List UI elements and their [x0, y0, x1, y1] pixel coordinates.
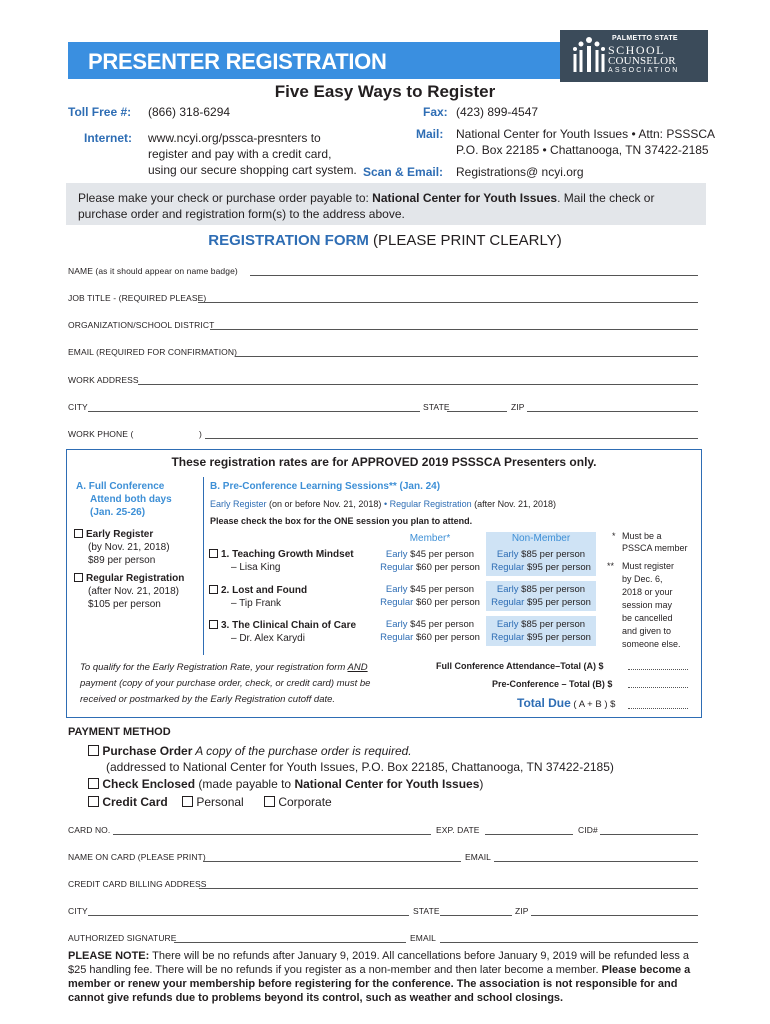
full-conference-dates: (Jan. 25-26)	[90, 507, 146, 518]
session-1-member-price: Early $45 per person Regular $60 per person	[380, 549, 480, 573]
scan-label: Scan & Email:	[363, 165, 444, 179]
city-label: CITY	[68, 402, 88, 412]
session-3-presenter: – Dr. Alex Karydi	[231, 633, 305, 644]
internet-line-2: register and pay with a credit card,	[148, 147, 332, 161]
internet-label: Internet:	[84, 131, 132, 145]
organization-label: ORGANIZATION/SCHOOL DISTRICT	[68, 320, 215, 330]
corporate-checkbox[interactable]	[264, 796, 275, 807]
logo-line-3: COUNSELOR	[608, 55, 676, 67]
total-a-field[interactable]	[628, 669, 688, 670]
work-address-label: WORK ADDRESS	[68, 375, 139, 385]
session-note-line-1: Must register	[622, 561, 675, 571]
signature-field[interactable]	[174, 942, 406, 943]
mail-label: Mail:	[416, 127, 444, 141]
session-1-presenter: – Lisa King	[231, 562, 281, 573]
rates-divider	[203, 477, 204, 655]
page-title: PRESENTER REGISTRATION	[88, 49, 387, 74]
logo-line-2: SCHOOL	[608, 43, 666, 57]
cid-field[interactable]	[600, 834, 698, 835]
session-3-member-price: Early $45 per person Regular $60 per person	[380, 619, 480, 643]
session-2-option[interactable]: 2. Lost and Found	[209, 584, 307, 597]
billing-zip-field[interactable]	[531, 915, 698, 916]
work-address-field[interactable]	[138, 384, 698, 385]
nonmember-column-header: Non-Member	[486, 532, 596, 546]
registration-form-title: REGISTRATION FORM (PLEASE PRINT CLEARLY)	[208, 232, 562, 249]
total-due-field[interactable]	[628, 708, 688, 709]
billing-address-label: CREDIT CARD BILLING ADDRESS	[68, 879, 207, 889]
job-title-label: JOB TITLE - (REQUIRED PLEASE)	[68, 293, 207, 303]
personal-checkbox[interactable]	[182, 796, 193, 807]
logo-mark-icon	[572, 34, 606, 78]
signature-email-label: EMAIL	[410, 933, 437, 943]
session-1-checkbox[interactable]	[209, 549, 218, 558]
email-field[interactable]	[235, 356, 698, 357]
mail-line-1: National Center for Youth Issues • Attn: PSSSCA	[456, 127, 716, 141]
session-note-line-4: session may	[622, 600, 673, 610]
session-2-nonmember-price: Early $85 per person Regular $95 per person	[486, 581, 596, 611]
session-1-nonmember-price: Early $85 per person Regular $95 per person	[486, 546, 596, 576]
credit-card-checkbox[interactable]	[88, 796, 99, 807]
cid-label: CID#	[578, 825, 598, 835]
early-qualify-note: To qualify for the Early Registration Rate, your registration form AND payment (copy of your purchase order, check, or credit card) must be received or postmarked by the Early Registration cutoff date.	[80, 662, 371, 705]
card-number-label: CARD NO.	[68, 825, 111, 835]
purchase-order-option[interactable]: Purchase Order A copy of the purchase order is required.	[88, 743, 412, 759]
billing-address-field[interactable]	[199, 888, 698, 889]
logo-line-4: ASSOCIATION	[608, 67, 680, 74]
full-conference-title: A. Full Conference	[76, 481, 165, 492]
mail-line-2: P.O. Box 22185 • Chattanooga, TN 37422-2185	[456, 143, 709, 157]
name-on-card-field[interactable]	[203, 861, 461, 862]
member-note-line-1: Must be a	[622, 531, 662, 541]
session-3-nonmember-price: Early $85 per person Regular $95 per person	[486, 616, 596, 646]
signature-email-field[interactable]	[440, 942, 698, 943]
city-field[interactable]	[88, 411, 420, 412]
exp-date-field[interactable]	[485, 834, 573, 835]
session-1-option[interactable]: 1. Teaching Growth Mindset	[209, 548, 354, 561]
early-register-date: (by Nov. 21, 2018)	[88, 542, 170, 553]
fax-value: (423) 899-4547	[456, 105, 539, 119]
session-note-line-3: 2018 or your	[622, 587, 673, 597]
session-note-line-7: someone else.	[622, 639, 681, 649]
tollfree-label: Toll Free #:	[68, 105, 132, 119]
total-b-label: Pre-Conference – Total (B) $	[492, 679, 613, 689]
regular-registration-date: (after Nov. 21, 2018)	[88, 586, 179, 597]
regular-registration-checkbox[interactable]	[74, 573, 83, 582]
member-note-line-2: PSSCA member	[622, 543, 688, 553]
session-3-checkbox[interactable]	[209, 620, 218, 629]
logo-line-1: PALMETTO STATE	[612, 35, 678, 42]
member-note-star: *	[612, 531, 616, 541]
notice-text: Please make your check or purchase order payable to: National Center for Youth Issues. Mail the check or purchase order and registration form(s) to the address above.	[78, 191, 655, 221]
zip-label: ZIP	[511, 402, 525, 412]
total-b-field[interactable]	[628, 687, 688, 688]
credit-card-option[interactable]: Credit Card	[88, 794, 168, 810]
billing-city-label: CITY	[68, 906, 88, 916]
tollfree-value: (866) 318-6294	[148, 105, 231, 119]
subtitle: Five Easy Ways to Register	[274, 82, 496, 101]
corporate-option[interactable]: Corporate	[264, 794, 332, 810]
rates-heading: These registration rates are for APPROVED 2019 PSSSCA Presenters only.	[171, 455, 597, 469]
work-phone-close: )	[199, 429, 202, 439]
name-field[interactable]	[250, 275, 698, 276]
scan-value[interactable]: Registrations@ ncyi.org	[456, 165, 584, 179]
session-2-checkbox[interactable]	[209, 585, 218, 594]
check-enclosed-option[interactable]: Check Enclosed (made payable to National Center for Youth Issues)	[88, 776, 483, 792]
state-field[interactable]	[447, 411, 507, 412]
card-number-field[interactable]	[113, 834, 431, 835]
internet-line-1[interactable]: www.ncyi.org/pssca-presnters to	[148, 131, 321, 145]
work-phone-field[interactable]	[205, 438, 698, 439]
regular-registration-option[interactable]: Regular Registration	[74, 572, 184, 585]
early-register-option[interactable]: Early Register	[74, 528, 153, 541]
pre-conference-dates: Early Register (on or before Nov. 21, 2018) • Regular Registration (after Nov. 21, 2018)	[210, 499, 557, 509]
total-a-label: Full Conference Attendance–Total (A) $	[436, 661, 604, 671]
card-email-field[interactable]	[494, 861, 698, 862]
personal-option[interactable]: Personal	[182, 794, 244, 810]
name-label: NAME (as it should appear on name badge)	[68, 266, 238, 276]
fax-label: Fax:	[423, 105, 448, 119]
full-conference-subtitle: Attend both days	[90, 494, 172, 505]
session-note-line-2: by Dec. 6,	[622, 574, 663, 584]
session-note-line-5: be cancelled	[622, 613, 673, 623]
work-phone-label: WORK PHONE (	[68, 429, 134, 439]
billing-zip-label: ZIP	[515, 906, 529, 916]
regular-registration-price: $105 per person	[88, 599, 161, 610]
billing-state-label: STATE	[413, 906, 440, 916]
member-column-header: Member*	[375, 532, 485, 546]
session-3-option[interactable]: 3. The Clinical Chain of Care	[209, 619, 356, 632]
signature-label: AUTHORIZED SIGNATURE	[68, 933, 177, 943]
session-2-presenter: – Tip Frank	[231, 598, 282, 609]
session-note-star: **	[607, 561, 615, 571]
billing-city-field[interactable]	[88, 915, 409, 916]
total-due-label: Total Due ( A + B ) $	[517, 696, 616, 710]
email-label: EMAIL (REQUIRED FOR CONFIRMATION)	[68, 347, 238, 357]
name-on-card-label: NAME ON CARD (PLEASE PRINT)	[68, 852, 206, 862]
internet-line-3: using our secure shopping cart system.	[148, 163, 357, 177]
state-label: STATE	[423, 402, 450, 412]
billing-state-field[interactable]	[440, 915, 512, 916]
organization-field[interactable]	[210, 329, 698, 330]
refund-note: PLEASE NOTE: There will be no refunds after January 9, 2019. All cancellations before January 9, 2019 will be refunded less a $25 handling fee. There will be no refunds if you register as a non-member and then later become a member. Please become a member or renew your membership before registering for the conference. The association is not responsible for and cannot give refunds due to problems beyond its control, such as weather and school closings.	[68, 950, 691, 1004]
pre-conference-title: B. Pre-Conference Learning Sessions** (Jan. 24)	[210, 481, 441, 492]
early-register-checkbox[interactable]	[74, 529, 83, 538]
payment-method-title: PAYMENT METHOD	[68, 726, 171, 738]
job-title-field[interactable]	[198, 302, 698, 303]
zip-field[interactable]	[527, 411, 698, 412]
early-register-price: $89 per person	[88, 555, 156, 566]
purchase-order-address: (addressed to National Center for Youth Issues, P.O. Box 22185, Chattanooga, TN 37422-2185)	[106, 760, 614, 774]
session-2-member-price: Early $45 per person Regular $60 per person	[380, 584, 480, 608]
card-email-label: EMAIL	[465, 852, 492, 862]
pre-conference-instruction: Please check the box for the ONE session you plan to attend.	[210, 516, 473, 526]
purchase-order-checkbox[interactable]	[88, 745, 99, 756]
session-note-line-6: and given to	[622, 626, 672, 636]
exp-date-label: EXP. DATE	[436, 825, 480, 835]
check-enclosed-checkbox[interactable]	[88, 778, 99, 789]
